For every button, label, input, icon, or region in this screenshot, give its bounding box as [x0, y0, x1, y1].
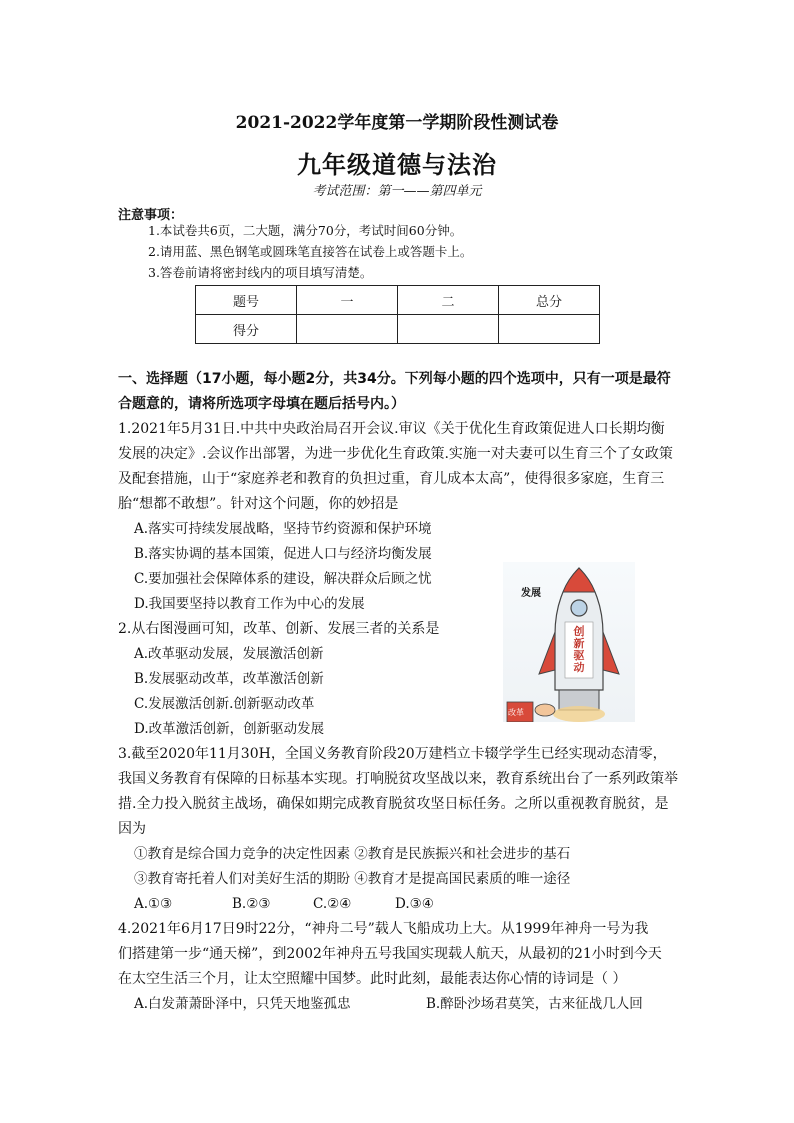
q2-option-a: A.改革驱动发展，发展激活创新 [134, 646, 324, 662]
score-cell[interactable] [499, 315, 600, 344]
q1-stem-line: 发展的决定》.会议作出部署，为进一步优化生育政策.实施一对夫妻可以生育三个了女政策 [118, 446, 673, 462]
exam-scope: 考试范围：第一——第四单元 [312, 184, 482, 199]
q3-statement-line: ①教育是综合国力竞争的决定性因素 ②教育是民族振兴和社会进步的基石 [134, 846, 571, 862]
score-table-header: 题号 [196, 286, 297, 315]
notice-item: 1.本试卷共6页，二大题，满分70分，考试时间60分钟。 [148, 223, 463, 238]
q3-stem-line: 因为 [118, 821, 146, 837]
q1-stem-line: 胎“想都不敢想”。针对这个问题，你的妙招是 [118, 496, 399, 512]
notice-item: 2.请用蓝、黑色钢笔或圆珠笔直接答在试卷上或答题卡上。 [148, 244, 473, 259]
cartoon-development-label: 发展 [521, 588, 541, 599]
score-cell[interactable] [398, 315, 499, 344]
section-heading-line: 一、选择题（17小题，每小题2分，共34分。下列每小题的四个选项中，只有一项是最符 [118, 371, 671, 387]
score-cell[interactable] [297, 315, 398, 344]
section-heading-line: 合题意的，请将所选项字母填在题后括号内。） [118, 396, 405, 412]
subject-title: 九年级道德与法治 [297, 150, 497, 179]
rocket-banner-text: 创新驱动 [573, 625, 585, 674]
score-table-header: 一 [297, 286, 398, 315]
q2-stem: 2.从右图漫画可知，改革、创新、发展三者的关系是 [118, 621, 440, 637]
q4-option-a: A.白发萧萧卧泽中，只凭天地鉴孤忠 [134, 996, 351, 1012]
q3-stem-line: 我国义务教育有保障的日标基本实现。打响脱贫攻坚战以来，教育系统出台了一系列政策举 [118, 771, 678, 787]
score-table [195, 285, 600, 344]
q1-option-b: B.落实协调的基本国策，促进人口与经济均衡发展 [134, 546, 432, 562]
q3-option-d: D.③④ [395, 896, 434, 912]
q1-stem-line: 1.2021年5月31日.中共中央政治局召开会议.审议《关于优化生育政策促进人口长期均衡 [118, 421, 665, 437]
q4-option-b: B.醉卧沙场君莫笑，古来征战几人回 [426, 996, 643, 1012]
q4-stem-line: 4.2021年6月17日9时22分，“神舟二号”载人飞船成功上大。从1999年神舟一号为我 [118, 921, 649, 937]
q4-stem-line: 在太空生活三个月，让太空照耀中国梦。此时此刻，最能表达你心情的诗词是（ ） [118, 971, 627, 987]
q3-option-c: C.②④ [313, 896, 352, 912]
q1-option-c: C.要加强社会保障体系的建设，解决群众后顾之忧 [134, 571, 432, 587]
q3-stem-line: 3.截至2020年11月30H，全国义务教育阶段20万建档立卡辍学学生已经实现动态清零， [118, 746, 667, 762]
notice-heading: 注意事项： [118, 208, 184, 223]
q3-statement-line: ③教育寄托着人们对美好生活的期盼 ④教育才是提高国民素质的唯一途径 [134, 871, 571, 887]
rocket-cartoon [503, 562, 635, 722]
q1-stem-line: 及配套措施，山于“家庭养老和教育的负担过重，育儿成本太高”，使得很多家庭，生育三 [118, 471, 665, 487]
score-row-label: 得分 [196, 315, 297, 344]
score-table-header: 总分 [499, 286, 600, 315]
score-table-row [196, 315, 600, 344]
q2-option-c: C.发展激活创新.创新驱动改革 [134, 696, 315, 712]
score-table-header-row [196, 286, 600, 315]
q1-option-a: A.落实可持续发展战略，坚持节约资源和保护环境 [134, 521, 432, 537]
exam-title: 2021-2022学年度第一学期阶段性测试卷 [235, 113, 559, 133]
reform-box-text: 改革 [508, 708, 524, 717]
q3-option-a: A.①③ [134, 896, 173, 912]
q2-option-d: D.改革激活创新，创新驱动发展 [134, 721, 325, 737]
q3-stem-line: 措.全力投入脱贫主战场，确保如期完成教育脱贫攻坚日标任务。之所以重视教育脱贫，是 [118, 796, 669, 812]
q2-option-b: B.发展驱动改革，改革激活创新 [134, 671, 324, 687]
score-table-header: 二 [398, 286, 499, 315]
q3-option-b: B.②③ [232, 896, 271, 912]
q4-stem-line: 们搭建第一步“通天梯”，到2002年神舟五号我国实现载人航天，从最初的21小时到今天 [118, 946, 662, 962]
q1-option-d: D.我国要坚持以教育工作为中心的发展 [134, 596, 365, 612]
notice-item: 3.答卷前请将密封线内的项目填写清楚。 [148, 265, 373, 280]
